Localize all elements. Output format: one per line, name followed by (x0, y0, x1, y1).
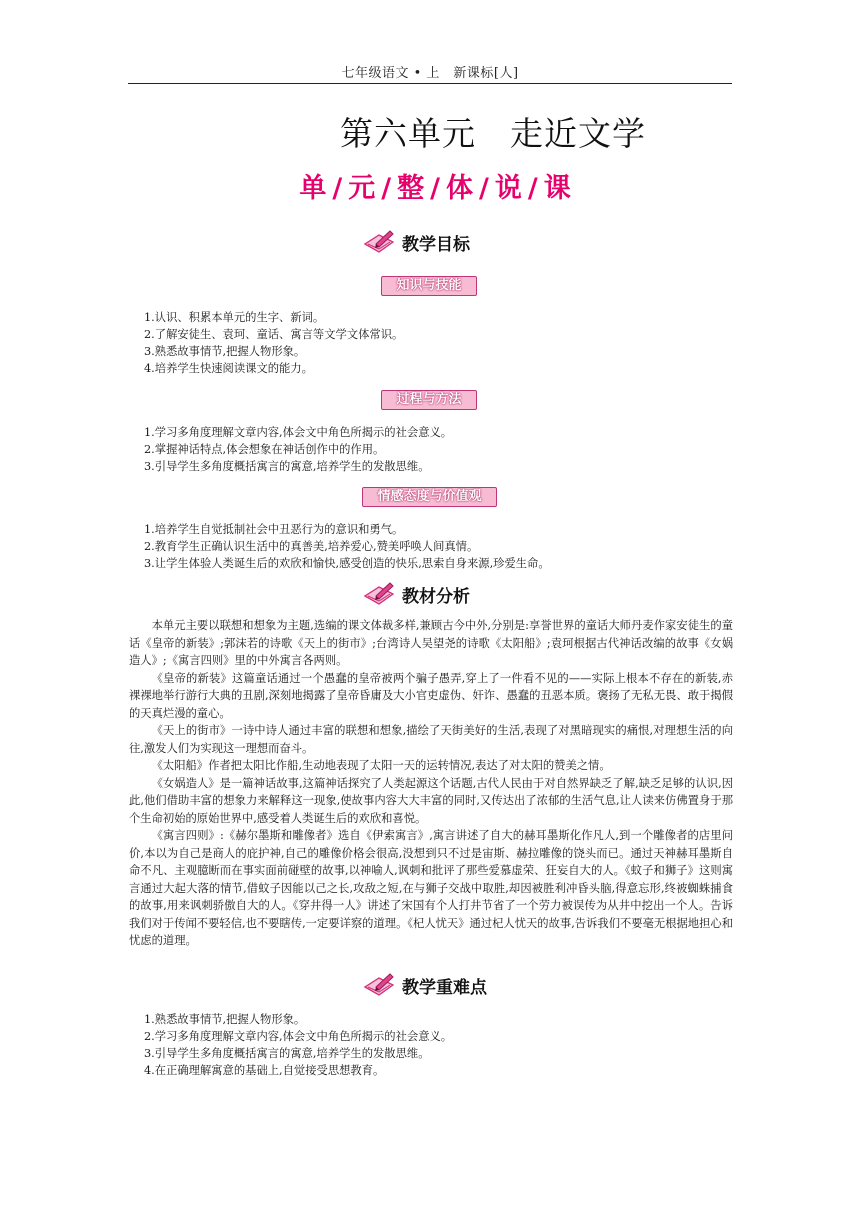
banner-separator: / (430, 173, 440, 204)
keypoints-list (144, 1011, 452, 1079)
list-item: 2.学习多角度理解文章内容,体会文中角色所揭示的社会意义。 (144, 1030, 453, 1043)
list-item: 4.培养学生快速阅读课文的能力。 (144, 362, 313, 375)
banner-char: 单 (299, 173, 327, 204)
analysis-text (129, 617, 733, 950)
banner-separator: / (478, 173, 489, 204)
list-item: 2.教育学生正确认识生活中的真善美,培养爱心,赞美呼唤人间真情。 (144, 540, 479, 553)
analysis-paragraph: 《女娲造人》是一篇神话故事,这篇神话探究了人类起源这个话题,古代人民由于对自然界缺乏了解,缺乏足够的认识,因此,他们借助丰富的想象力来解释这一现象,使故事内容大大丰富的同时,又传达出了浓郁的生活气息,让人读来仿佛置身于那个生命初始的原始世界中,感受着人类诞生后的欢欣和喜悦。 (129, 776, 733, 825)
banner-char: 体 (445, 173, 473, 204)
banner-separator: / (332, 173, 343, 204)
banner-char: 课 (543, 173, 571, 204)
knowledge-skills-list (144, 309, 403, 377)
list-item: 2.了解安徒生、袁珂、童话、寓言等文学文体常识。 (144, 328, 404, 341)
list-item: 1.培养学生自觉抵制社会中丑恶行为的意识和勇气。 (144, 523, 404, 536)
list-item: 1.学习多角度理解文章内容,体会文中角色所揭示的社会意义。 (144, 426, 453, 439)
list-item: 1.熟悉故事情节,把握人物形象。 (144, 1013, 306, 1026)
banner-separator: / (381, 173, 392, 204)
analysis-heading (362, 580, 470, 608)
analysis-paragraph: 《天上的街市》一诗中诗人通过丰富的联想和想象,描绘了天街美好的生活,表现了对黑暗现实的痛恨,对理想生活的向往,激发人们为实现这一理想而奋斗。 (129, 724, 733, 755)
list-item: 1.认识、积累本单元的生字、新词。 (144, 311, 325, 324)
analysis-paragraph: 本单元主要以联想和想象为主题,选编的课文体裁多样,兼顾古今中外,分别是:享誉世界的童话大师丹麦作家安徒生的童话《皇帝的新装》;郭沫若的诗歌《天上的街市》;台湾诗人吴望尧的诗歌《太阳船》;袁珂根据古代神话改编的故事《女娲造人》;《寓言四则》里的中外寓言各两则。 (129, 619, 733, 667)
running-head: 七年级语文 • 上 新课标[人] (341, 66, 519, 81)
pencil-note-icon (362, 580, 396, 608)
list-item: 3.引导学生多角度概括寓言的寓意,培养学生的发散思维。 (144, 1047, 430, 1060)
analysis-paragraph: 《寓言四则》:《赫尔墨斯和雕像者》选自《伊索寓言》,寓言讲述了自大的赫耳墨斯化作凡人,到一个雕像者的店里问价,本以为自己是商人的庇护神,自己的雕像价格会很高,没想到只不过是宙斯、赫拉雕像的饶头而已。通过天神赫耳墨斯自命不凡、主观臆断而在事实面前碰壁的故事,以神喻人,讽刺和批评了那些爱慕虚荣、狂妄自大的人。《蚊子和狮子》这则寓言通过大起大落的情节,借蚊子因能以己之长,攻敌之短,在与狮子交战中取胜,却因被胜利冲昏头脑,得意忘形,终被蜘蛛捕食的故事,用来讽刺骄傲自大的人。《穿井得一人》讲述了宋国有个人打井节省了一个劳力被误传为从井中挖出一个人。告诉我们对于传闻不要轻信,也不要瞎传,一定要详察的道理。《杞人忧天》通过杞人忧天的故事,告诉我们不要毫无根据地担心和忧虑的道理。 (129, 829, 733, 947)
attitude-values-list (144, 521, 550, 572)
tag-knowledge-skills: 知识与技能 (381, 276, 477, 296)
goals-heading-text: 教学目标 (402, 234, 470, 255)
goals-heading (362, 228, 470, 256)
process-methods-list (144, 424, 452, 475)
pencil-note-icon (362, 228, 396, 256)
unit-name: 走近文学 (510, 114, 646, 153)
list-item: 4.在正确理解寓意的基础上,自觉接受思想教育。 (144, 1064, 385, 1077)
banner-char: 说 (494, 173, 522, 204)
unit-number: 第六单元 (340, 114, 476, 153)
keypoints-heading (362, 971, 487, 999)
banner-char: 整 (397, 173, 425, 204)
list-item: 2.掌握神话特点,体会想象在神话创作中的作用。 (144, 443, 385, 456)
analysis-heading-text: 教材分析 (402, 586, 470, 607)
header-rule (128, 83, 732, 84)
list-item: 3.引导学生多角度概括寓言的寓意,培养学生的发散思维。 (144, 460, 430, 473)
analysis-paragraph: 《太阳船》作者把太阳比作船,生动地表现了太阳一天的运转情况,表达了对太阳的赞美之情。 (151, 759, 611, 772)
banner-char: 元 (348, 173, 376, 204)
analysis-paragraph: 《皇帝的新装》这篇童话通过一个愚蠢的皇帝被两个骗子愚弄,穿上了一件看不见的——实际上根本不存在的新装,赤裸裸地举行游行大典的丑剧,深刻地揭露了皇帝昏庸及大小官吏虚伪、奸诈、愚蠢的丑恶本质。褒扬了无私无畏、敢于揭假的天真烂漫的童心。 (129, 671, 733, 720)
tag-attitude-values: 情感态度与价值观 (362, 487, 497, 507)
unit-title (340, 108, 670, 152)
tag-process-methods: 过程与方法 (381, 390, 477, 410)
list-item: 3.让学生体验人类诞生后的欢欣和愉快,感受创造的快乐,思索自身来源,珍爱生命。 (144, 557, 550, 570)
section-banner (290, 166, 580, 204)
pencil-note-icon (362, 971, 396, 999)
keypoints-heading-text: 教学重难点 (402, 977, 487, 998)
list-item: 3.熟悉故事情节,把握人物形象。 (144, 345, 306, 358)
banner-separator: / (527, 173, 538, 204)
